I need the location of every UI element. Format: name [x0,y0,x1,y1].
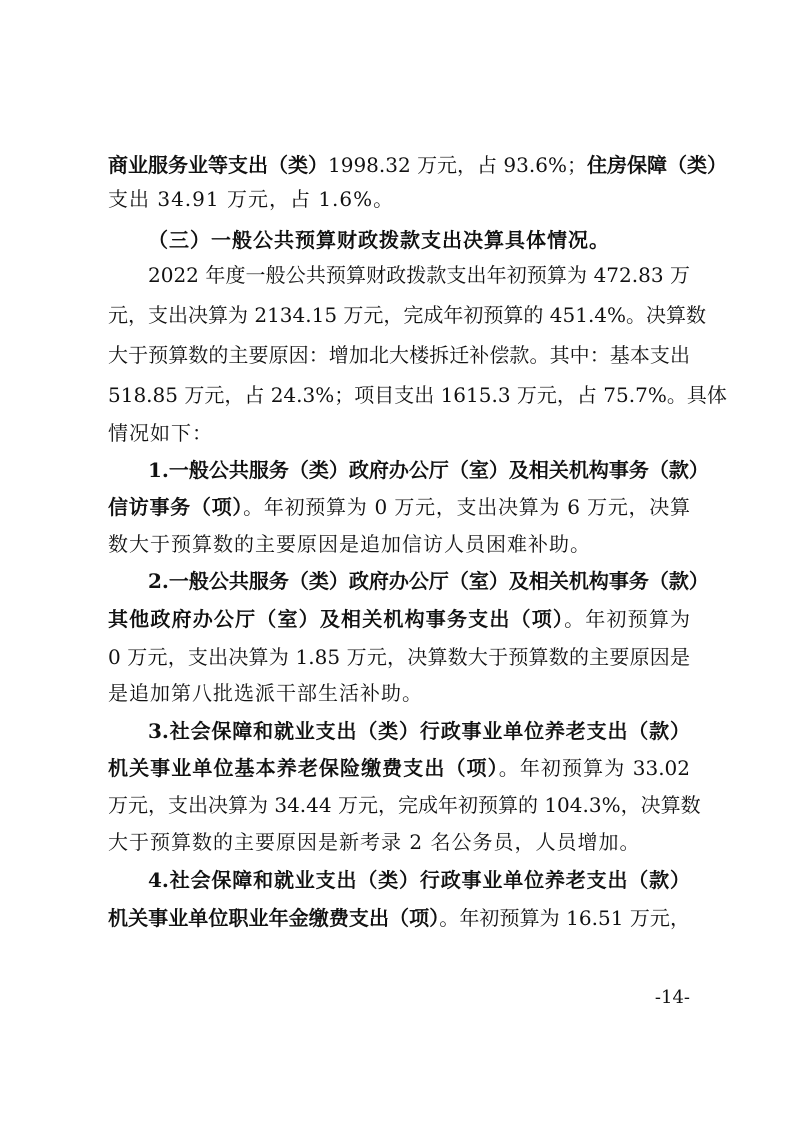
paragraph-line: 万元，支出决算为 34.44 万元，完成年初预算的 104.3%，决算数 [108,793,701,817]
item-1-text: 。年初预算为 0 万元，支出决算为 6 万元，决算 [243,495,691,519]
paragraph-line: 0 万元，支出决算为 1.85 万元，决算数大于预算数的主要原因是 [108,645,690,669]
item-3-text: 。年初预算为 33.02 [498,756,691,780]
item-4-subtitle: 机关事业单位职业年金缴费支出（项） [108,906,440,930]
paragraph-line: 大于预算数的主要原因：增加北大楼拆迁补偿款。其中：基本支出 [108,343,690,367]
paragraph-line [108,606,690,632]
item-2-title: 2.一般公共服务（类）政府办公厅（室）及相关机构事务（款） [148,569,709,593]
paragraph-line: 数大于预算数的主要原因是追加信访人员困难补助。 [108,532,591,556]
paragraph-line: 是追加第八批选派干部生活补助。 [108,681,423,705]
item-2-text: 。年初预算为 [564,607,691,631]
item-1-title: 1.一般公共服务（类）政府办公厅（室）及相关机构事务（款） [148,458,709,482]
category-housing: 住房保障（类） [586,153,727,177]
item-3-subtitle: 机关事业单位基本养老保险缴费支出（项） [108,756,499,780]
item-4-title: 4.社会保障和就业支出（类）行政事业单位养老支出（款） [148,868,690,892]
paragraph-line [108,755,690,781]
paragraph-line [108,905,690,931]
amount-text: 1998.32 万元，占 93.6%； [328,153,587,177]
paragraph-line: 2022 年度一般公共预算财政拨款支出年初预算为 472.83 万 [148,263,690,287]
category-housing-commerce: 商业服务业等支出（类） [108,153,328,177]
item-4-text: 。年初预算为 16.51 万元， [439,906,690,930]
paragraph-line [108,152,727,178]
page-number: -14- [654,987,690,1008]
paragraph-line: 支出 34.91 万元，占 1.6%。 [108,187,395,211]
paragraph-line: 情况如下： [108,421,213,445]
paragraph-line: 元，支出决算为 2134.15 万元，完成年初预算的 451.4%。决算数 [108,303,707,327]
paragraph-line [108,494,690,520]
item-2-subtitle: 其他政府办公厅（室）及相关机构事务支出（项） [108,607,565,631]
item-3-title: 3.社会保障和就业支出（类）行政事业单位养老支出（款） [148,719,690,743]
paragraph-line: 大于预算数的主要原因是新考录 2 名公务员，人员增加。 [108,830,641,854]
section-heading: （三）一般公共预算财政拨款支出决算具体情况。 [148,228,610,252]
item-1-subtitle: 信访事务（项） [108,495,244,519]
paragraph-line: 518.85 万元，占 24.3%；项目支出 1615.3 万元，占 75.7%。具体 [108,383,727,407]
